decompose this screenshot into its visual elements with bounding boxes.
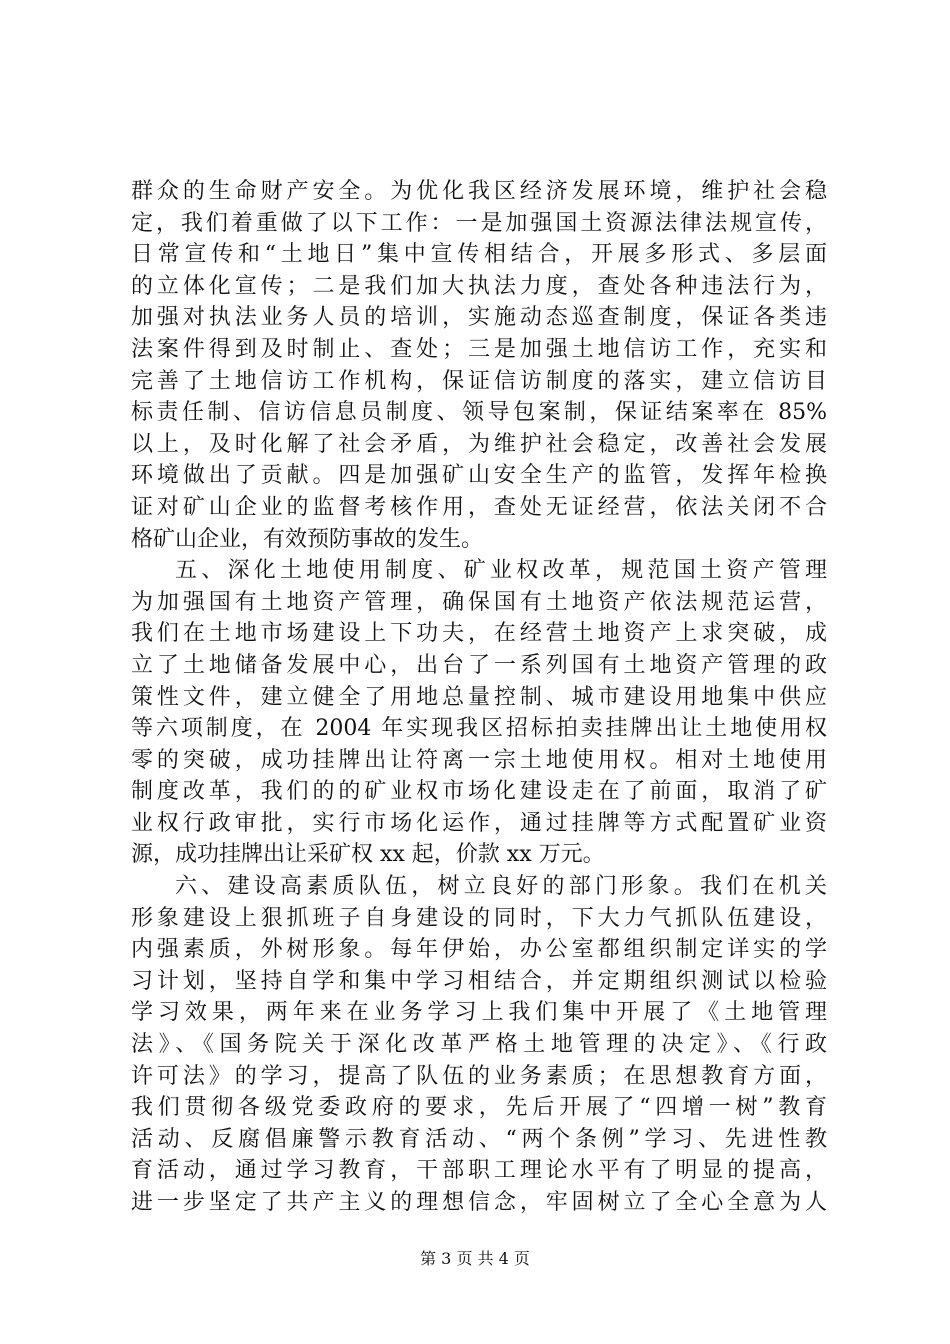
text-line: 标责任制、信访信息员制度、领导包案制，保证结案率在 85% — [131, 400, 827, 426]
text-line: 法》、《国务院关于深化改革严格土地管理的决定》、《行政 — [131, 1032, 827, 1058]
text-line: 许可法》的学习，提高了队伍的业务素质；在思想教育方面， — [131, 1063, 827, 1089]
document-body — [131, 176, 827, 1219]
text-line: 策性文件，建立健全了用地总量控制、城市建设用地集中供应 — [131, 684, 827, 710]
page-number-footer: 第 3 页 共 4 页 — [420, 1249, 530, 1268]
text-line: 习计划，坚持自学和集中学习相结合，并定期组织测试以检验 — [131, 968, 827, 994]
text-line: 为加强国有土地资产管理，确保国有土地资产依法规范运营， — [131, 589, 827, 615]
text-line: 的立体化宣传；二是我们加大执法力度，查处各种违法行为， — [131, 273, 827, 299]
text-line: 活动、反腐倡廉警示教育活动、“两个条例”学习、先进性教 — [131, 1126, 827, 1152]
text-line: 法案件得到及时制止、查处；三是加强土地信访工作，充实和 — [131, 336, 827, 362]
text-line: 日常宣传和“土地日”集中宣传相结合，开展多形式、多层面 — [131, 242, 827, 268]
text-line: 环境做出了贡献。四是加强矿山安全生产的监管，发挥年检换 — [131, 463, 827, 489]
text-line: 证对矿山企业的监督考核作用，查处无证经营，依法关闭不合 — [131, 494, 827, 520]
section-heading: 五、深化土地使用制度、矿业权改革，规范国土资产管理 — [175, 558, 827, 584]
text-line: 群众的生命财产安全。为优化我区经济发展环境，维护社会稳 — [131, 179, 827, 204]
text-line: 以上，及时化解了社会矛盾，为维护社会稳定，改善社会发展 — [131, 431, 827, 457]
text-line: 我们在土地市场建设上下功夫，在经营土地资产上求突破，成 — [131, 621, 827, 647]
text-line: 等六项制度，在 2004 年实现我区招标拍卖挂牌出让土地使用权 — [131, 716, 827, 742]
text-line: 立了土地储备发展中心，出台了一系列国有土地资产管理的政 — [131, 652, 827, 678]
text-line: 育活动，通过学习教育，干部职工理论水平有了明显的提高， — [131, 1158, 827, 1184]
text-line: 源，成功挂牌出让采矿权 xx 起，价款 xx 万元。 — [131, 842, 605, 868]
text-line: 制度改革，我们的的矿业权市场化建设走在了前面，取消了矿 — [131, 779, 827, 805]
text-line: 学习效果，两年来在业务学习上我们集中开展了《土地管理 — [131, 1000, 827, 1026]
text-line: 格矿山企业，有效预防事故的发生。 — [131, 526, 484, 552]
text-line: 进一步坚定了共产主义的理想信念，牢固树立了全心全意为人 — [131, 1190, 827, 1215]
text-line: 定，我们着重做了以下工作：一是加强国土资源法律法规宣传， — [131, 210, 827, 236]
text-line: 加强对执法业务人员的培训，实施动态巡查制度，保证各类违 — [131, 305, 827, 331]
text-line: 零的突破，成功挂牌出让符离一宗土地使用权。相对土地使用 — [131, 747, 827, 773]
text-line: 我们贯彻各级党委政府的要求，先后开展了“四增一树”教育 — [131, 1095, 827, 1121]
section-heading: 六、建设高素质队伍，树立良好的部门形象。我们在机关 — [175, 874, 827, 900]
text-line: 形象建设上狠抓班子自身建设的同时，下大力气抓队伍建设， — [131, 905, 827, 931]
text-line: 内强素质，外树形象。每年伊始，办公室都组织制定详实的学 — [131, 937, 827, 963]
text-line: 完善了土地信访工作机构，保证信访制度的落实，建立信访目 — [131, 368, 827, 394]
text-line: 业权行政审批，实行市场化运作，通过挂牌等方式配置矿业资 — [131, 810, 827, 836]
